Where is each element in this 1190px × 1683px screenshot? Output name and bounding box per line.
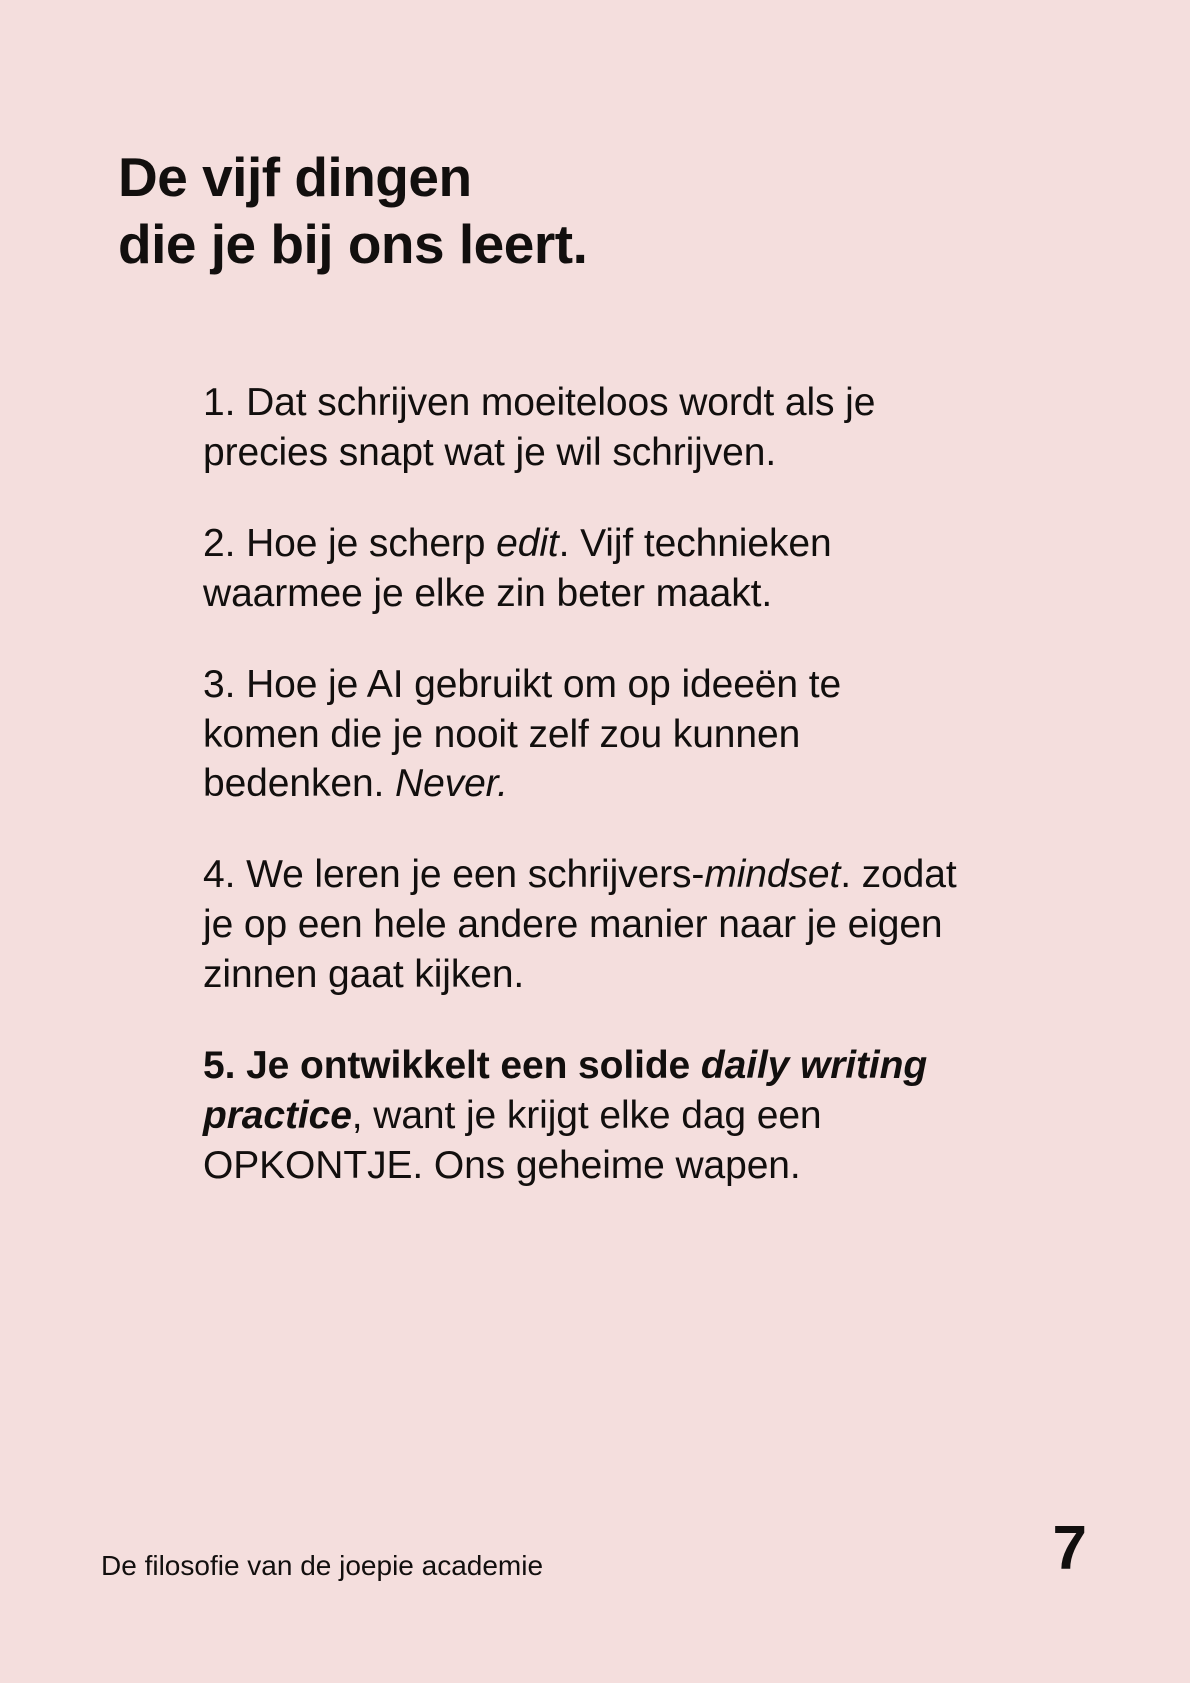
footer-caption: De filosofie van de joepie academie xyxy=(101,1550,544,1581)
list-item xyxy=(203,519,963,619)
list-item-text: Hoe je scherp xyxy=(235,521,497,565)
list-item xyxy=(203,378,963,478)
list-item-number: 4. xyxy=(203,853,236,897)
list-item-emphasis: mindset xyxy=(704,853,841,897)
list-item-number: 5. xyxy=(203,1044,236,1088)
list-item xyxy=(203,1041,963,1191)
list-item-text: . zodat je op een hele andere manier naar je eigen zinnen gaat kijken. xyxy=(203,853,957,997)
list-item-text: Dat schrijven moeiteloos wordt als je precies snapt wat je wil schrijven. xyxy=(203,381,876,474)
list-item xyxy=(203,850,963,1000)
list-item-text: Je ontwikkelt een solide xyxy=(235,1044,701,1088)
list-item-number: 2. xyxy=(203,521,236,565)
list-item-text: , want je krijgt elke dag een OPKONTJE. Ons geheime wapen. xyxy=(203,1093,822,1187)
list-item-text: . Vijf technieken waarmee je elke zin beter maakt. xyxy=(203,521,832,615)
list-item-number: 3. xyxy=(203,662,236,706)
page-title-line-2: die je bij ons leert. xyxy=(118,213,588,276)
list-item-number: 1. xyxy=(203,381,236,424)
list-item xyxy=(203,660,963,810)
list-item-emphasis: Never. xyxy=(395,762,508,806)
list-item-text: We leren je een schrijvers- xyxy=(235,853,705,897)
list-item-emphasis: daily writing practice xyxy=(203,1044,928,1137)
list-item-text: Hoe je AI gebruikt om op ideeën te komen die je nooit zelf zou kunnen bedenken. xyxy=(203,662,842,806)
page-title xyxy=(118,144,1018,278)
page-footer xyxy=(0,1400,1190,1683)
numbered-list xyxy=(203,378,963,1191)
list-item-emphasis: edit xyxy=(496,521,559,565)
page-number: 7 xyxy=(1052,1514,1087,1583)
page-title-line-1: De vijf dingen xyxy=(118,146,472,208)
